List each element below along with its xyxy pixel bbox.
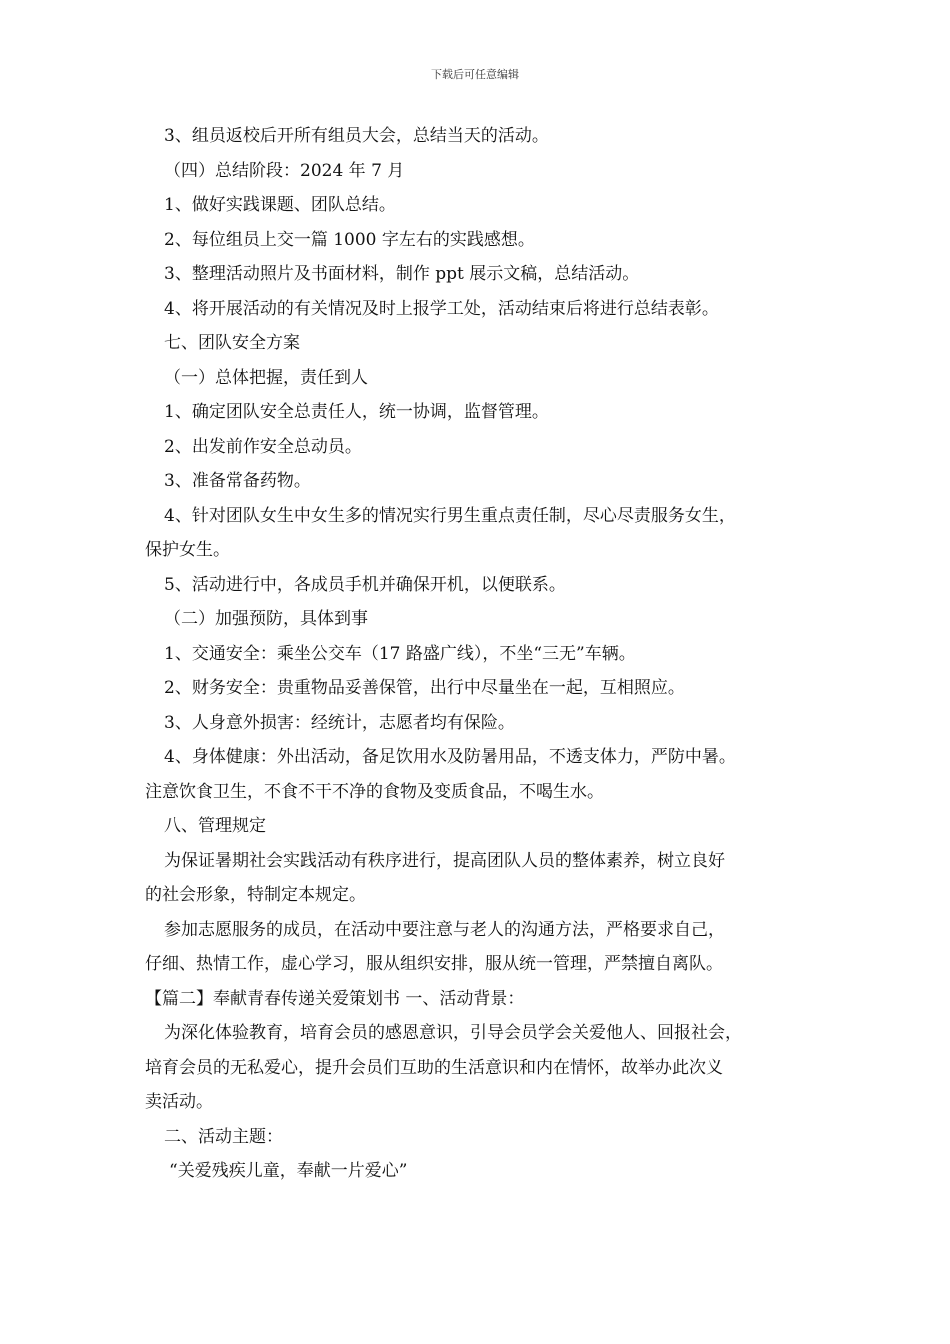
subsection-heading: （一）总体把握，责任到人 [164, 367, 368, 388]
document-body [145, 119, 820, 1189]
page-header: 下载后可任意编辑 [431, 68, 519, 81]
text-line: 2、财务安全：贵重物品妥善保管，出行中尽量坐在一起，互相照应。 [164, 678, 685, 698]
text-line: 培育会员的无私爱心，提升会员们互助的生活意识和内在情怀，故举办此次义 [145, 1057, 723, 1078]
section-heading: 二、活动主题： [164, 1126, 283, 1147]
text-line: 参加志愿服务的成员，在活动中要注意与老人的沟通方法，严格要求自己， [164, 919, 725, 940]
text-line: 2、每位组员上交一篇 1000 字左右的实践感想。 [164, 229, 535, 250]
section-heading: 八、管理规定 [164, 816, 266, 836]
text-line: 2、出发前作安全总动员。 [164, 436, 362, 457]
text-line: 3、准备常备药物。 [164, 471, 311, 491]
text-line: 5、活动进行中，各成员手机并确保开机，以便联系。 [164, 574, 566, 595]
part-heading: 【篇二】奉献青春传递关爱策划书 一、活动背景： [145, 988, 525, 1009]
text-line: 为保证暑期社会实践活动有秩序进行，提高团队人员的整体素养，树立良好 [164, 850, 725, 871]
text-line: 4、针对团队女生中女生多的情况实行男生重点责任制，尽心尽责服务女生， [164, 505, 736, 526]
theme-line: “关爱残疾儿童，奉献一片爱心” [169, 1161, 408, 1181]
text-line: 1、交通安全：乘坐公交车（17 路盛广线），不坐“三无”车辆。 [164, 643, 636, 664]
text-line: 1、做好实践课题、团队总结。 [164, 195, 396, 215]
text-line: 4、身体健康：外出活动，备足饮用水及防暑用品，不透支体力，严防中暑。 [164, 747, 736, 767]
text-line: 仔细、热情工作，虚心学习，服从组织安排，服从统一管理，严禁擅自离队。 [145, 954, 723, 974]
text-line: 注意饮食卫生，不食不干不净的食物及变质食品，不喝生水。 [145, 781, 604, 802]
subsection-heading: （二）加强预防，具体到事 [164, 609, 368, 629]
text-line: 为深化体验教育，培育会员的感恩意识，引导会员学会关爱他人、回报社会， [164, 1023, 742, 1043]
text-line: 的社会形象，特制定本规定。 [145, 885, 366, 905]
text-line: 3、整理活动照片及书面材料，制作 ppt 展示文稿，总结活动。 [164, 264, 640, 284]
text-line: 卖活动。 [145, 1092, 213, 1112]
text-line: 保护女生。 [145, 540, 230, 560]
text-line: 1、确定团队安全总责任人，统一协调，监督管理。 [164, 402, 549, 422]
text-line: 3、组员返校后开所有组员大会，总结当天的活动。 [164, 126, 549, 146]
text-line: 4、将开展活动的有关情况及时上报学工处，活动结束后将进行总结表彰。 [164, 298, 719, 319]
text-line: 3、人身意外损害：经统计，志愿者均有保险。 [164, 712, 515, 733]
section-heading: 七、团队安全方案 [164, 333, 300, 353]
text-line: （四）总结阶段：2024 年 7 月 [164, 160, 405, 181]
